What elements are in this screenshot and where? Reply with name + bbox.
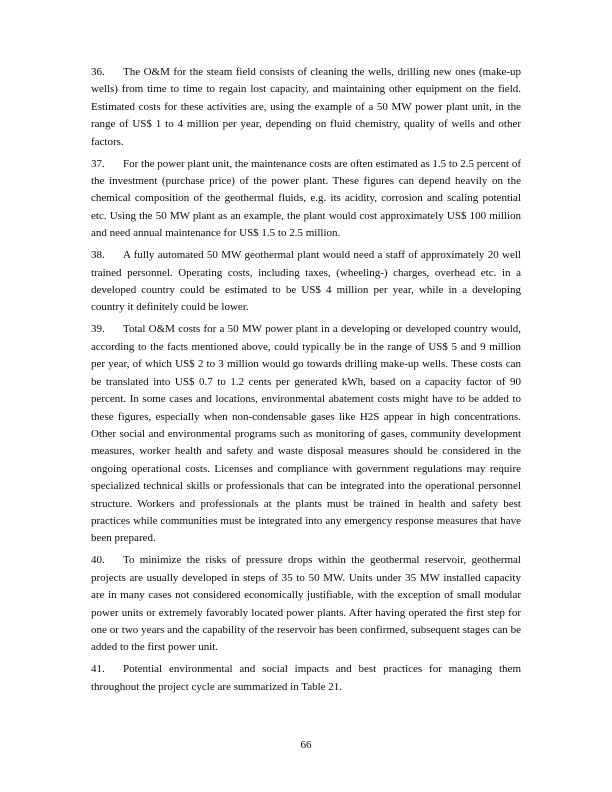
paragraph-37 [91, 156, 521, 243]
paragraph-36 [91, 64, 521, 151]
paragraph-number: 41. [91, 663, 105, 676]
text-block [91, 64, 521, 701]
paragraph-text: To minimize the risks of pressure drops within the geothermal reservoir, geothermal projects are usually developed in steps of 35 to 50 MW. Units under 35 MW installed capacity are in many cases not considered economically justifiable, with the exception of small modular power units or extremely favorably located power plants. After having operated the first step for one or two years and the capability of the reservoir has been confirmed, subsequent stages can be added to the first power unit. [91, 554, 521, 654]
paragraph-text: The O&M for the steam field consists of cleaning the wells, drilling new ones (make-up wells) from time to time to regain lost capacity, and maintaining other equipment on the field. Estimated costs for these activities are, using the example of a 50 MW power plant unit, in the range of US$ 1 to 4 million per year, depending on fluid chemistry, quality of wells and other factors. [91, 66, 521, 148]
paragraph-number: 36. [91, 66, 105, 78]
paragraph-text: A fully automated 50 MW geothermal plant would need a staff of approximately 20 well trained personnel. Operating costs, including taxes, (wheeling-) charges, overhead etc. in a developed country could be estimated to be US$ 4 million per year, while in a developing country it definitely could be lower. [91, 249, 521, 314]
paragraph-text: Total O&M costs for a 50 MW power plant in a developing or developed country would, according to the facts mentioned above, could typically be in the range of US$ 5 and 9 million per year, of which US$ 2 to 3 million would go towards drilling make-up wells. These costs can be translated into US$ 0.7 to 1.2 cents per generated kWh, based on a capacity factor of 90 percent. In some cases and locations, environmental abatement costs might have to be added to these figures, especially when non-condensable gases like H2S appear in high concentrations. Other social and environmental programs such as monitoring of gases, community development measures, worker health and safety and waste disposal measures should be considered in the ongoing operational costs. Licenses and compliance with government regulations may require specialized technical skills or professionals that can be integrated into the operational personnel structure. Workers and professionals at the plants must be trained in health and safety best practices while communities must be integrated into any emergency response measures that have been prepared. [91, 323, 521, 545]
paragraph-40 [91, 552, 521, 656]
paragraph-text: For the power plant unit, the maintenance costs are often estimated as 1.5 to 2.5 percent of the investment (purchase price) of the power plant. These figures can depend heavily on the chemical composition of the geothermal fluids, e.g. its acidity, corrosion and scaling potential etc. Using the 50 MW plant as an example, the plant would cost approximately US$ 100 million and need annual maintenance for US$ 1.5 to 2.5 million. [91, 157, 522, 240]
paragraph-38 [91, 247, 521, 317]
paragraph-text: Potential environmental and social impacts and best practices for managing them throughout the project cycle are summarized in Table 21. [91, 663, 521, 693]
paragraph-41 [91, 661, 521, 696]
paragraph-number: 39. [91, 323, 105, 336]
paragraph-number: 40. [91, 554, 105, 567]
paragraph-number: 37. [91, 157, 105, 170]
paragraph-number: 38. [91, 249, 105, 262]
page-number: 66 [300, 739, 312, 751]
paragraph-39 [91, 321, 521, 547]
